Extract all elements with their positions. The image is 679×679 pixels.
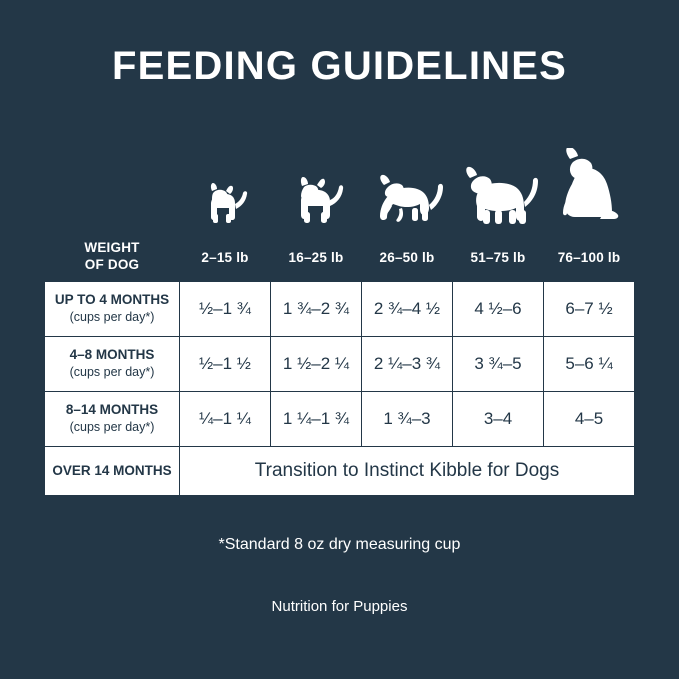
dog-silhouette-sitting-xl xyxy=(545,140,637,230)
footnote-text: *Standard 8 oz dry measuring cup xyxy=(218,536,461,553)
cell-r1-c4: 5–6 ¼ xyxy=(544,337,635,392)
cell-r1-c3: 3 ¾–5 xyxy=(453,337,544,392)
corner-label-line2: OF DOG xyxy=(84,257,140,272)
cell-transition-note: Transition to Instinct Kibble for Dogs xyxy=(180,447,635,496)
feeding-table-container xyxy=(44,232,635,496)
table-row xyxy=(45,282,635,337)
page-title: FEEDING GUIDELINES xyxy=(112,44,567,88)
table-row xyxy=(45,337,635,392)
table-body xyxy=(45,282,635,496)
cell-r0-c0: ½–1 ¾ xyxy=(180,282,271,337)
row-label-8-14-months xyxy=(45,392,180,447)
cell-r1-c1: 1 ½–2 ¼ xyxy=(271,337,362,392)
row-label-sub: (cups per day*) xyxy=(69,310,155,325)
column-header-weight-2: 16–25 lb xyxy=(271,233,362,282)
cell-r0-c4: 6–7 ½ xyxy=(544,282,635,337)
table-row xyxy=(45,392,635,447)
row-label-sub: (cups per day*) xyxy=(69,365,155,380)
cell-r1-c0: ½–1 ½ xyxy=(180,337,271,392)
row-label-over-14-months: OVER 14 MONTHS xyxy=(45,447,180,496)
column-header-weight-3: 26–50 lb xyxy=(362,233,453,282)
dog-silhouette-large xyxy=(453,140,545,230)
cell-r2-c3: 3–4 xyxy=(453,392,544,447)
dog-silhouette-puppy xyxy=(270,140,362,230)
row-label-text: UP TO 4 MONTHS xyxy=(54,292,170,308)
row-label-text: 4–8 MONTHS xyxy=(69,347,155,363)
table-header xyxy=(45,233,635,282)
feeding-table xyxy=(44,232,635,496)
row-label-text: 8–14 MONTHS xyxy=(65,402,159,418)
cell-r1-c2: 2 ¼–3 ¾ xyxy=(362,337,453,392)
column-header-weight-4: 51–75 lb xyxy=(453,233,544,282)
dog-silhouette-medium xyxy=(361,140,453,230)
row-label-4-8-months xyxy=(45,337,180,392)
row-label-up-to-4-months xyxy=(45,282,180,337)
cell-r2-c4: 4–5 xyxy=(544,392,635,447)
table-header-row xyxy=(45,233,635,282)
cell-r0-c2: 2 ¾–4 ½ xyxy=(362,282,453,337)
cell-r0-c3: 4 ½–6 xyxy=(453,282,544,337)
caption-text: Nutrition for Puppies xyxy=(271,598,408,615)
corner-label-line1: WEIGHT xyxy=(84,240,140,256)
cell-r2-c0: ¼–1 ¼ xyxy=(180,392,271,447)
dog-silhouette-row xyxy=(178,140,637,230)
column-header-weight-1: 2–15 lb xyxy=(180,233,271,282)
cell-r2-c2: 1 ¾–3 xyxy=(362,392,453,447)
row-label-sub: (cups per day*) xyxy=(69,420,155,435)
table-corner-header xyxy=(45,233,180,282)
column-header-weight-5: 76–100 lb xyxy=(544,233,635,282)
dog-silhouette-small-puppy xyxy=(178,140,270,230)
table-row xyxy=(45,447,635,496)
cell-r0-c1: 1 ¾–2 ¾ xyxy=(271,282,362,337)
cell-r2-c1: 1 ¼–1 ¾ xyxy=(271,392,362,447)
